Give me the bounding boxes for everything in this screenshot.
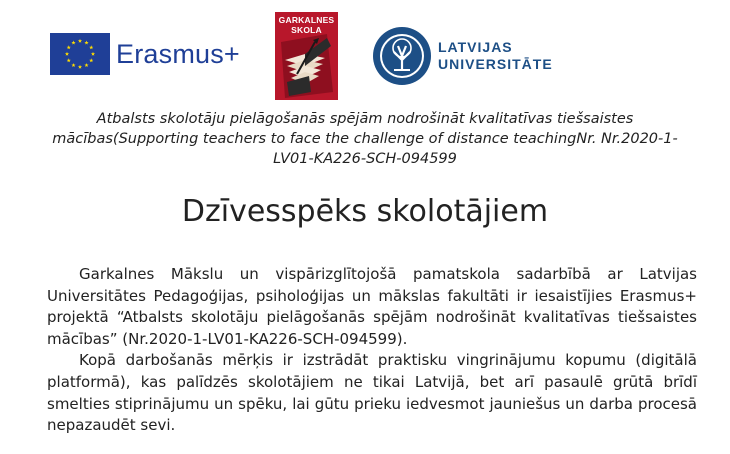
university-name (438, 39, 553, 73)
project-subtitle: Atbalsts skolotāju pielāgošanās spējām nodrošināt kvalitatīvas tiešsaistes mācības(Supporting teachers to face the challenge of distance teachingNr. Nr.2020-1-LV01-KA226-SCH-094599 (52, 111, 678, 167)
university-name-line1: LATVIJAS (438, 39, 513, 55)
page-title: Dzīvesspēks skolotājiem (181, 194, 549, 229)
eu-flag-icon (50, 33, 110, 75)
paragraph-intro: Garkalnes Mākslu un vispārizglītojošā pamatskola sadarbībā ar Latvijas Universitātes Pedagoģijas, psiholoģijas un mākslas fakultāti ir iesaistījies Erasmus+ projektā “Atbalsts skolotāju pielāgošanās spējām nodrošināt kvalitatīvas tiešsaistes mācības” (Nr.2020-1-LV01-KA226-SCH-094599). (47, 265, 697, 348)
latvijas-universitate-logo (372, 26, 553, 86)
garkalnes-skola-logo (275, 12, 338, 100)
school-name-line1: GARKALNES (278, 15, 335, 25)
school-name (275, 15, 338, 35)
erasmus-wordmark: Erasmus+ (116, 38, 240, 69)
school-name-line2: SKOLA (291, 25, 322, 35)
university-seal-icon (372, 26, 432, 86)
erasmus-logo (50, 33, 240, 75)
university-name-line2: UNIVERSITĀTE (438, 56, 553, 72)
paragraph-goal: Kopā darbošanās mērķis ir izstrādāt praktisku vingrinājumu kopumu (digitālā platformā), kas palīdzēs skolotājiem ne tikai Latvijā, bet arī pasaulē grūtā brīdī smelties stiprinājumu un spēku, lai gūtu prieku iedvesmot jauniešus un darba procesā nepazaudēt sevi. (47, 351, 697, 435)
body-text (47, 264, 697, 437)
logo-bar (0, 0, 730, 105)
